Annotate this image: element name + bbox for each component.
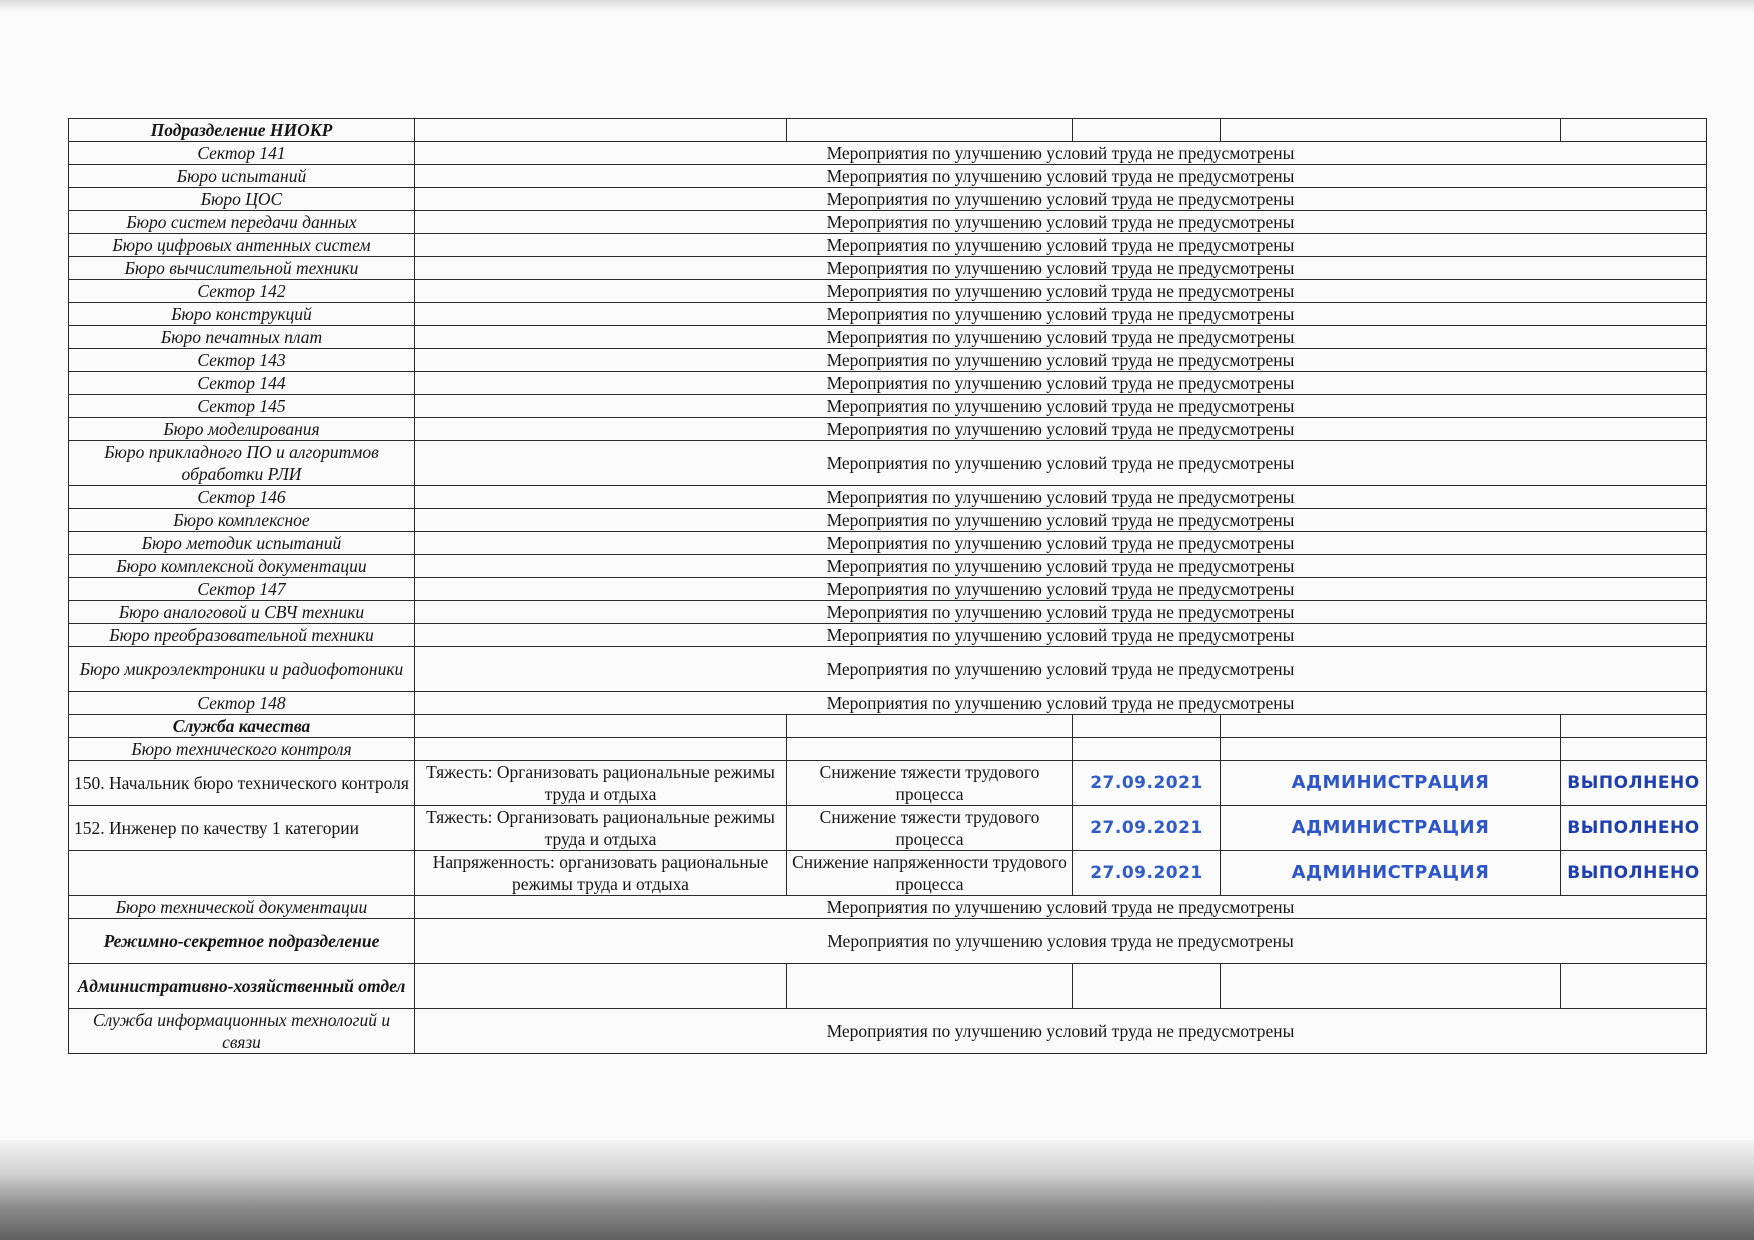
unit-name: Бюро систем передачи данных (69, 211, 415, 234)
unit-name: Бюро вычислительной техники (69, 257, 415, 280)
no-measures-text: Мероприятия по улучшению условий труда не предусмотрены (415, 647, 1707, 692)
executor-stamp: АДМИНИСТРАЦИЯ (1221, 806, 1561, 851)
unit-name: Сектор 142 (69, 280, 415, 303)
table-row (69, 532, 1707, 555)
measure-text: Тяжесть: Организовать рациональные режимы труда и отдыха (415, 761, 787, 806)
section-title: Служба качества (69, 715, 415, 738)
unit-name: Служба информационных технологий и связи (69, 1009, 415, 1054)
table-row (69, 280, 1707, 303)
table-row (69, 692, 1707, 715)
no-measures-text: Мероприятия по улучшению условий труда не предусмотрены (415, 188, 1707, 211)
unit-name: Бюро методик испытаний (69, 532, 415, 555)
no-measures-text: Мероприятия по улучшению условий труда не предусмотрены (415, 165, 1707, 188)
unit-name: Бюро прикладного ПО и алгоритмов обработки РЛИ (69, 441, 415, 486)
unit-name: Бюро микроэлектроники и радиофотоники (69, 647, 415, 692)
section-row-secret (69, 919, 1707, 964)
unit-name: Бюро печатных плат (69, 326, 415, 349)
measure-row (69, 761, 1707, 806)
unit-row-btk (69, 738, 1707, 761)
table-row (69, 1009, 1707, 1054)
no-measures-text: Мероприятия по улучшению условий труда не предусмотрены (415, 896, 1707, 919)
executor-stamp: АДМИНИСТРАЦИЯ (1221, 761, 1561, 806)
measure-row (69, 806, 1707, 851)
position-name (69, 851, 415, 896)
unit-name: Бюро ЦОС (69, 188, 415, 211)
unit-name: Бюро конструкций (69, 303, 415, 326)
date-stamp: 27.09.2021 (1073, 851, 1221, 896)
no-measures-text: Мероприятия по улучшению условий труда не предусмотрены (415, 142, 1707, 165)
no-measures-text: Мероприятия по улучшению условий труда не предусмотрены (415, 601, 1707, 624)
unit-name: Бюро комплексное (69, 509, 415, 532)
no-measures-text: Мероприятия по улучшению условий труда не предусмотрены (415, 303, 1707, 326)
no-measures-text: Мероприятия по улучшению условий труда не предусмотрены (415, 280, 1707, 303)
table-row (69, 418, 1707, 441)
unit-name: Бюро цифровых антенных систем (69, 234, 415, 257)
unit-name: Сектор 144 (69, 372, 415, 395)
no-measures-text: Мероприятия по улучшению условий труда не предусмотрены (415, 257, 1707, 280)
unit-name: Сектор 143 (69, 349, 415, 372)
unit-name: Бюро моделирования (69, 418, 415, 441)
section-row-admin (69, 964, 1707, 1009)
table-row (69, 509, 1707, 532)
table-row (69, 624, 1707, 647)
status-stamp: ВЫПОЛНЕНО (1561, 851, 1707, 896)
no-measures-text: Мероприятия по улучшению условий труда не предусмотрены (415, 395, 1707, 418)
no-measures-text: Мероприятия по улучшению условий труда не предусмотрены (415, 441, 1707, 486)
table-row (69, 165, 1707, 188)
table-row (69, 211, 1707, 234)
no-measures-text: Мероприятия по улучшению условий труда не предусмотрены (415, 532, 1707, 555)
status-stamp: ВЫПОЛНЕНО (1561, 761, 1707, 806)
table-row (69, 303, 1707, 326)
section-title: Административно-хозяйственный отдел (69, 964, 415, 1009)
unit-name: Сектор 145 (69, 395, 415, 418)
no-measures-text: Мероприятия по улучшению условий труда не предусмотрены (415, 624, 1707, 647)
section-row-niokr (69, 119, 1707, 142)
no-measures-text: Мероприятия по улучшению условий труда не предусмотрены (415, 326, 1707, 349)
table-row (69, 234, 1707, 257)
measure-row (69, 851, 1707, 896)
table-row (69, 647, 1707, 692)
table-row (69, 601, 1707, 624)
table-row (69, 372, 1707, 395)
table-row (69, 142, 1707, 165)
unit-name: Бюро технической документации (69, 896, 415, 919)
no-measures-text: Мероприятия по улучшению условий труда не предусмотрены (415, 234, 1707, 257)
position-name: 150. Начальник бюро технического контроля (69, 761, 415, 806)
table-row (69, 441, 1707, 486)
no-measures-text: Мероприятия по улучшению условий труда не предусмотрены (415, 509, 1707, 532)
no-measures-text: Мероприятия по улучшению условий труда не предусмотрены (415, 372, 1707, 395)
date-stamp: 27.09.2021 (1073, 806, 1221, 851)
unit-name: Бюро аналоговой и СВЧ техники (69, 601, 415, 624)
unit-name: Бюро испытаний (69, 165, 415, 188)
no-measures-text: Мероприятия по улучшению условий труда не предусмотрены (415, 555, 1707, 578)
executor-stamp: АДМИНИСТРАЦИЯ (1221, 851, 1561, 896)
section-row-quality (69, 715, 1707, 738)
table-body (69, 119, 1707, 1054)
unit-name: Бюро преобразовательной техники (69, 624, 415, 647)
no-measures-text: Мероприятия по улучшению условий труда не предусмотрены (415, 211, 1707, 234)
table-row (69, 395, 1707, 418)
scan-bottom-edge (0, 1140, 1754, 1240)
no-measures-text: Мероприятия по улучшению условий труда не предусмотрены (415, 349, 1707, 372)
table-row (69, 555, 1707, 578)
table-row (69, 349, 1707, 372)
unit-name: Сектор 141 (69, 142, 415, 165)
no-measures-text: Мероприятия по улучшению условий труда не предусмотрены (415, 1009, 1707, 1054)
date-stamp: 27.09.2021 (1073, 761, 1221, 806)
measures-table (68, 118, 1707, 1054)
unit-name: Сектор 146 (69, 486, 415, 509)
goal-text: Снижение напряженности трудового процесса (787, 851, 1073, 896)
table-row (69, 486, 1707, 509)
unit-name: Сектор 148 (69, 692, 415, 715)
status-stamp: ВЫПОЛНЕНО (1561, 806, 1707, 851)
unit-name: Бюро технического контроля (69, 738, 415, 761)
goal-text: Снижение тяжести трудового процесса (787, 806, 1073, 851)
section-title: Подразделение НИОКР (69, 119, 415, 142)
goal-text: Снижение тяжести трудового процесса (787, 761, 1073, 806)
table-row (69, 896, 1707, 919)
no-measures-text: Мероприятия по улучшению условий труда не предусмотрены (415, 486, 1707, 509)
table-row (69, 326, 1707, 349)
no-measures-text: Мероприятия по улучшению условия труда не предусмотрены (415, 919, 1707, 964)
no-measures-text: Мероприятия по улучшению условий труда не предусмотрены (415, 692, 1707, 715)
measure-text: Напряженность: организовать рациональные режимы труда и отдыха (415, 851, 787, 896)
table-row (69, 578, 1707, 601)
position-name: 152. Инженер по качеству 1 категории (69, 806, 415, 851)
unit-name: Бюро комплексной документации (69, 555, 415, 578)
no-measures-text: Мероприятия по улучшению условий труда не предусмотрены (415, 418, 1707, 441)
section-title: Режимно-секретное подразделение (69, 919, 415, 964)
table-row (69, 188, 1707, 211)
unit-name: Сектор 147 (69, 578, 415, 601)
scan-top-edge (0, 0, 1754, 12)
no-measures-text: Мероприятия по улучшению условий труда не предусмотрены (415, 578, 1707, 601)
table-row (69, 257, 1707, 280)
measure-text: Тяжесть: Организовать рациональные режимы труда и отдыха (415, 806, 787, 851)
